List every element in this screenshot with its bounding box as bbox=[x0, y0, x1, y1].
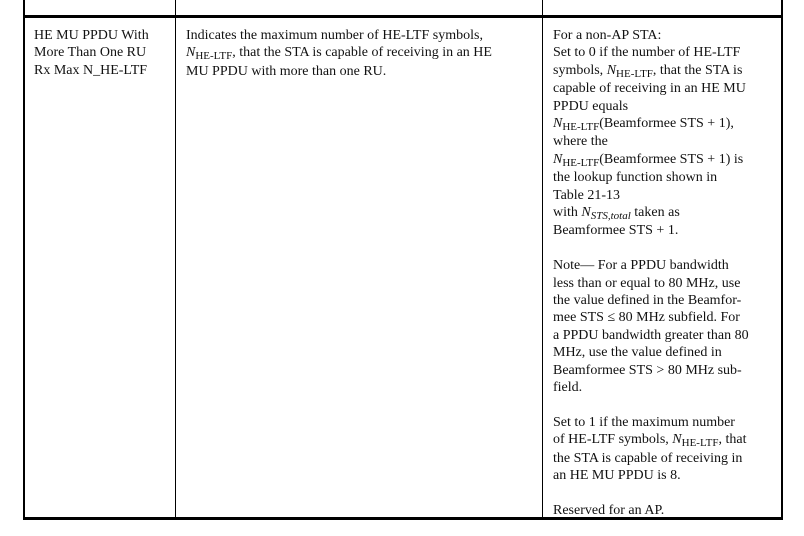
paragraph-gap bbox=[553, 240, 777, 257]
encoding-line: the STA is capable of receiving in bbox=[553, 450, 743, 466]
subscript: STS,total bbox=[590, 210, 631, 223]
encoding-line: PPDU equals bbox=[553, 98, 629, 114]
definition-cell bbox=[186, 27, 536, 80]
subscript: HE-LTF bbox=[681, 437, 719, 450]
encoding-text: (Beamformee STS + 1) is bbox=[599, 151, 744, 167]
encoding-line bbox=[553, 115, 777, 133]
encoding-line: Reserved for an AP. bbox=[553, 502, 665, 518]
definition-line: MU PPDU with more than one RU. bbox=[186, 63, 387, 79]
definition-line bbox=[186, 44, 536, 62]
note-line: Beamformee STS > 80 MHz sub- bbox=[553, 362, 742, 378]
paragraph-gap bbox=[553, 485, 777, 502]
encoding-text: , that the STA is bbox=[652, 62, 743, 78]
encoding-text: of HE-LTF symbols, bbox=[553, 432, 673, 448]
definition-text: , that the STA is capable of receiving in an HE bbox=[232, 45, 492, 61]
definition-line: Indicates the maximum number of HE-LTF symbols, bbox=[186, 28, 483, 43]
encoding-text: with bbox=[553, 205, 582, 221]
field-name-cell bbox=[34, 27, 168, 79]
encoding-cell bbox=[553, 27, 777, 519]
field-name-line: HE MU PPDU With bbox=[34, 28, 149, 43]
encoding-line: For a non-AP STA: bbox=[553, 28, 662, 43]
encoding-line: where the bbox=[553, 134, 608, 150]
n-symbol: N bbox=[606, 62, 617, 78]
field-name-line: Rx Max N_HE-LTF bbox=[34, 62, 148, 78]
encoding-line bbox=[553, 151, 777, 169]
column-divider-2 bbox=[542, 0, 543, 518]
subscript: HE-LTF bbox=[562, 121, 600, 134]
encoding-line: Set to 1 if the maximum number bbox=[553, 414, 735, 430]
encoding-text: (Beamformee STS + 1), bbox=[599, 116, 734, 132]
subscript: HE-LTF bbox=[195, 50, 233, 63]
encoding-line: the lookup function shown in bbox=[553, 170, 718, 186]
encoding-text: , that bbox=[718, 432, 747, 448]
subscript: HE-LTF bbox=[562, 156, 600, 169]
encoding-line: capable of receiving in an HE MU bbox=[553, 81, 746, 97]
column-divider-1 bbox=[175, 0, 176, 518]
n-symbol: N bbox=[672, 432, 682, 448]
n-symbol: N bbox=[553, 151, 563, 167]
previous-row-encoding-tail bbox=[553, 0, 670, 1]
row-divider bbox=[23, 15, 783, 18]
note-line: a PPDU bandwidth greater than 80 bbox=[553, 327, 749, 343]
encoding-line: Table 21-13 bbox=[553, 187, 621, 203]
note-line: MHz, use the value defined in bbox=[553, 345, 722, 361]
note-line: mee STS ≤ 80 MHz subfield. For bbox=[553, 310, 740, 326]
encoding-text: taken as bbox=[630, 205, 680, 221]
n-symbol: N bbox=[581, 205, 591, 221]
paragraph-gap bbox=[553, 397, 777, 414]
n-symbol: N bbox=[553, 116, 563, 132]
note-line: field. bbox=[553, 380, 583, 396]
note-line: less than or equal to 80 MHz, use bbox=[553, 275, 741, 291]
n-symbol: N bbox=[186, 45, 196, 61]
note-line: Note— For a PPDU bandwidth bbox=[553, 258, 729, 274]
encoding-line bbox=[553, 431, 777, 449]
field-name-line: More Than One RU bbox=[34, 45, 147, 61]
encoding-line bbox=[553, 62, 777, 80]
capabilities-table bbox=[23, 0, 781, 520]
encoding-line bbox=[553, 204, 777, 222]
encoding-text: symbols, bbox=[553, 62, 607, 78]
note-line: the value defined in the Beamfor- bbox=[553, 293, 742, 309]
subscript: HE-LTF bbox=[616, 67, 653, 80]
encoding-line: Beamformee STS + 1. bbox=[553, 223, 679, 239]
encoding-line: an HE MU PPDU is 8. bbox=[553, 468, 681, 484]
encoding-line: Set to 0 if the number of HE-LTF bbox=[553, 45, 741, 61]
